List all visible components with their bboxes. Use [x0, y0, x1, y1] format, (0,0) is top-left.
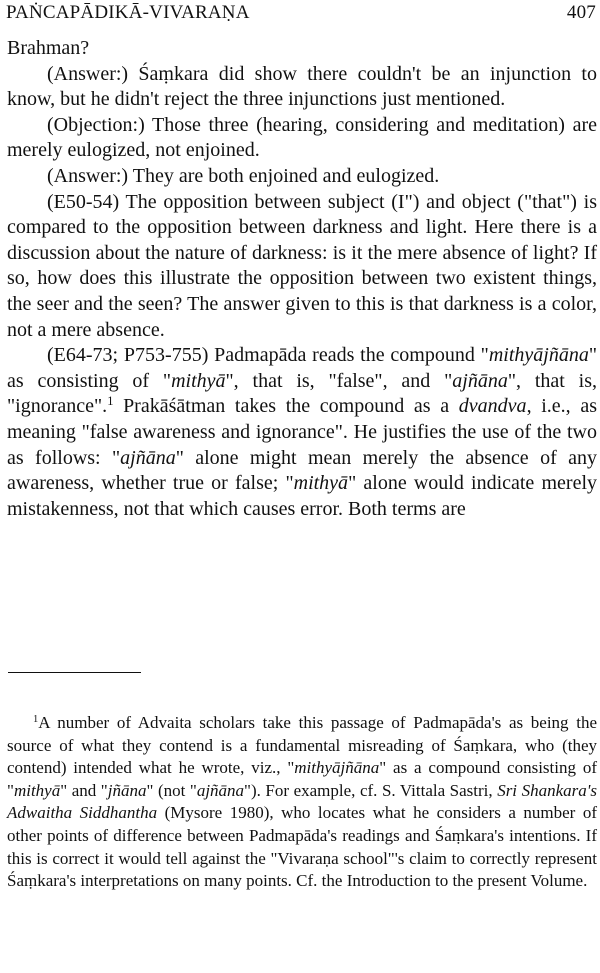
italic-term: ajñāna	[196, 780, 245, 800]
paragraph-answer-2: (Answer:) They are both enjoined and eulogized.	[47, 164, 440, 187]
paragraph-answer-1: (Answer:) Śaṃkara did show there couldn't be an injunction to know, but he didn't reject the three injunctions just mentioned.	[7, 62, 597, 111]
footnote-text	[7, 712, 597, 893]
italic-term: mithyājñāna	[294, 758, 380, 778]
text-run: " as a compound consisting of "	[7, 758, 597, 800]
italic-term: jñāna	[107, 780, 147, 800]
footnote	[7, 712, 597, 893]
paragraph-e64-73	[7, 343, 597, 522]
footnote-reference[interactable]: 1	[107, 394, 114, 409]
text-run: " alone would indicate merely mistakenness, not that which causes error. Both terms are	[7, 472, 597, 520]
italic-term: mithyājñāna	[488, 344, 589, 367]
text-run: "). For example, cf. S. Vittala Sastri,	[244, 780, 498, 800]
text-run: ", that is, "false", and "	[225, 369, 453, 392]
text-run: , i.e., as meaning "false awareness and ignorance". He justifies the use of the two as follows: "	[7, 395, 598, 469]
italic-term: mithyā	[171, 369, 226, 392]
paragraph-objection: (Objection:) Those three (hearing, considering and meditation) are merely eulogized, not enjoined.	[7, 113, 597, 162]
paragraph-e50-54: (E50-54) The opposition between subject (I") and object ("that") is compared to the opposition between darkness and light. Here there is a discussion about the nature of darkness: is it the mere absence of light? If so, how does this illustrate the opposition between two existent things, the seer and the seen? The answer given to this is that darkness is a color, not a mere absence.	[7, 190, 597, 341]
main-text	[7, 36, 597, 522]
italic-term: ajñāna	[452, 369, 508, 392]
text-run: " as consisting of "	[7, 344, 597, 392]
footnote-marker: 1	[33, 714, 39, 726]
running-head	[6, 2, 596, 32]
running-head-title: PAṄCAPĀDIKĀ-VIVARAṆA	[6, 2, 250, 23]
italic-term: mithyā	[293, 472, 349, 495]
text-run: (Mysore 1980), who locates what he considers a number of other points of difference between Padmapāda's readings and Śaṃkara's intentions. If this is correct it would tell against the "Vivaraṇa school"'s claim to correctly represent Śaṃkara's interpretations on many points. Cf. the Introduction to the present Volume.	[7, 803, 598, 891]
italic-term: dvandva	[458, 395, 527, 418]
footnote-divider	[8, 672, 141, 673]
text-run: " (not "	[146, 780, 197, 800]
text-run: " and "	[60, 780, 108, 800]
italic-book-title: Sri Shankara's Adwaitha Siddhantha	[7, 780, 597, 823]
text-run: A number of Advaita scholars take this passage of Padmapāda's as being the source of what they contend is a fundamental misreading of Śaṃkara, who (they contend) intended what he wrote, viz., "	[7, 713, 597, 778]
text-run: ", that is, "ignorance".	[7, 369, 597, 418]
page-number: 407	[566, 2, 596, 23]
text-run: " alone might mean merely the absence of any awareness, whether true or false; "	[7, 446, 597, 495]
paragraph-continuation: Brahman?	[7, 37, 90, 59]
text-run: Prakāśātman takes the compound as a	[113, 395, 459, 418]
text-run: (E64-73; P753-755) Padmapāda reads the compound "	[47, 344, 489, 367]
italic-term: mithyā	[13, 780, 61, 800]
italic-term: ajñāna	[120, 446, 176, 469]
